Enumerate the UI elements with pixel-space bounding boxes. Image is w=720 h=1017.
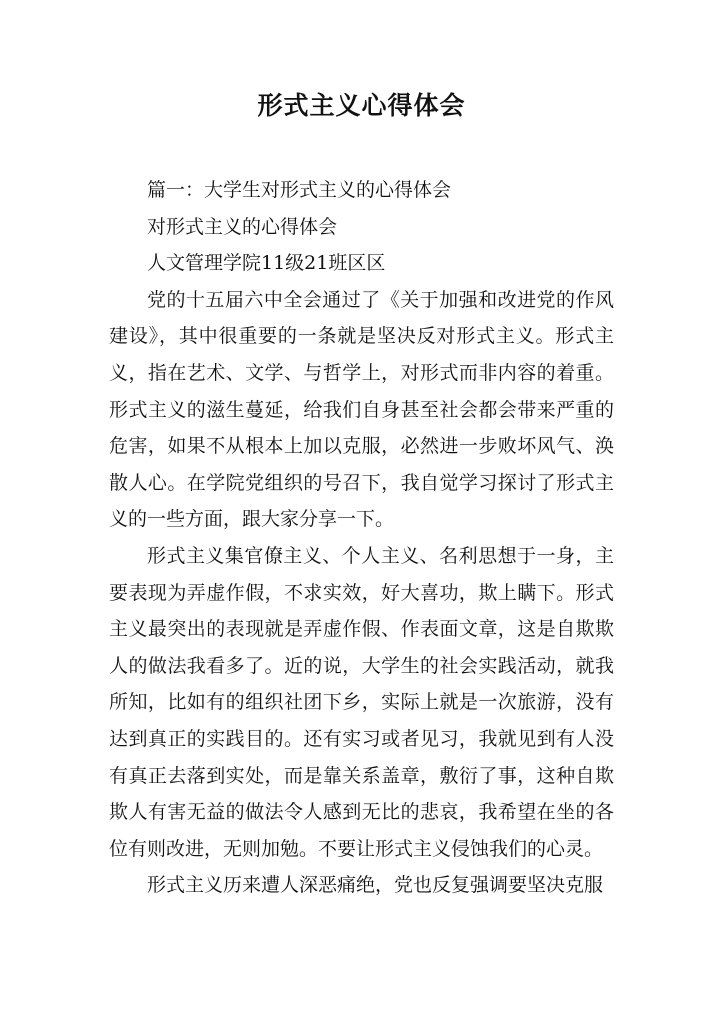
document-title: 形式主义心得体会	[257, 91, 466, 120]
subheading: 对形式主义的心得体会	[147, 215, 338, 238]
author-line: 人文管理学院11级21班区区	[147, 252, 386, 275]
section-heading: 篇一：大学生对形式主义的心得体会	[147, 179, 452, 201]
paragraph: 党的十五届六中全会通过了《关于加强和改进党的作风建设》，其中很重要的一条就是坚决反对形式主义。形式主义，指在艺术、文学、与哲学上，对形式而非内容的着重。形式主义的滋生蔓延，给我们自身甚至社会都会带来严重的危害，如果不从根本上加以克服，必然进一步败坏风气、涣散人心。在学院党组织的号召下，我自觉学习探讨了形式主义的一些方面，跟大家分享一下。	[109, 288, 614, 531]
paragraph: 形式主义集官僚主义、个人主义、名利思想于一身，主要表现为弄虚作假，不求实效，好大喜功，欺上瞒下。形式主义最突出的表现就是弄虚作假、作表面文章，这是自欺欺人的做法我看多了。近的说，大学生的社会实践活动，就我所知，比如有的组织社团下乡，实际上就是一次旅游，没有达到真正的实践目的。还有实习或者见习，我就见到有人没有真正去落到实处，而是靠关系盖章，敷衍了事，这种自欺欺人有害无益的做法令人感到无比的悲哀，我希望在坐的各位有则改进，无则加勉。不要让形式主义侵蚀我们的心灵。	[109, 544, 614, 860]
document-body	[109, 172, 614, 904]
paragraph: 形式主义历来遭人深恶痛绝，党也反复强调要坚决克服	[147, 874, 604, 897]
